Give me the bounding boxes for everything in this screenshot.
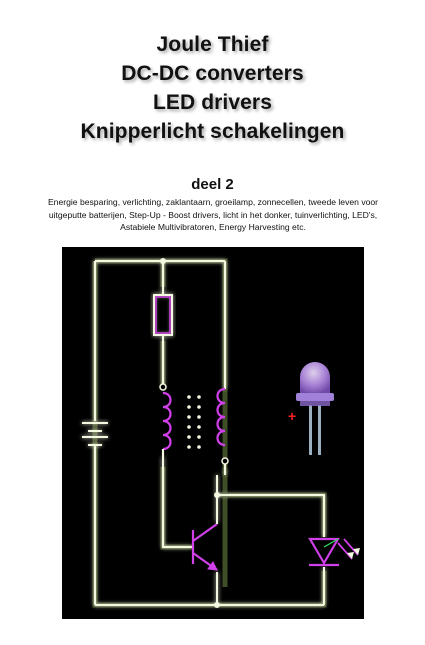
- core-dots: [187, 395, 201, 449]
- led-diode-symbol: [309, 539, 360, 565]
- collector-to-led: [217, 495, 324, 537]
- title-line-1: Joule Thief: [156, 33, 269, 56]
- title-line-3: LED drivers: [153, 91, 272, 114]
- base-lead: [163, 457, 192, 547]
- title-line-4: Knipperlicht schakelingen: [80, 120, 345, 143]
- trace-glow: [95, 261, 324, 605]
- led-illustration: [288, 362, 334, 455]
- coil-left: [160, 384, 171, 457]
- circuit-illustration: [62, 247, 364, 619]
- description: Energie besparing, verlichting, zaklantaarn, groeilamp, zonnecellen, tweede leven voor uitgeputte batterijen, Step-Up - Boost drivers, licht in het donker, tuinverlichting, LED's, Astabiele Multivibratoren, Energy Harvesting etc.: [47, 197, 379, 233]
- title-line-2: DC-DC converters: [121, 62, 304, 85]
- joule-thief-schematic: [62, 247, 364, 619]
- wiring-traces: [95, 261, 324, 605]
- resistor-symbol: [154, 295, 172, 335]
- transformer-coils: [160, 384, 228, 469]
- led-polarity-mark: +: [288, 408, 297, 424]
- subtitle: deel 2: [191, 176, 234, 193]
- transistor-symbol: [193, 522, 217, 570]
- title-block: [0, 30, 425, 146]
